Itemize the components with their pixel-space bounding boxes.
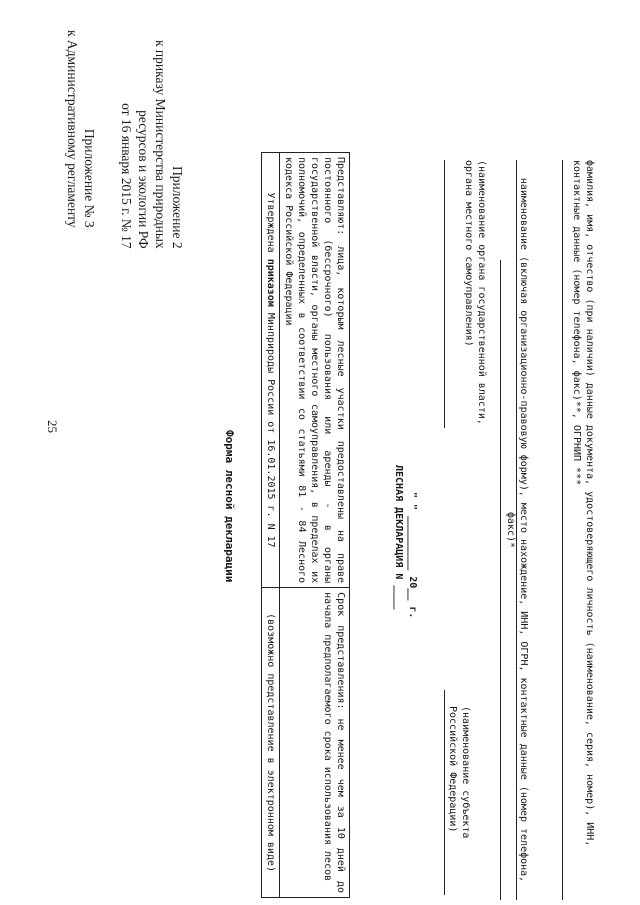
deadline-cell: Срок представления: не менее чем за 10 дней до начала предполагаемого срока использования лесов bbox=[280, 588, 350, 898]
annex-order-line3: ресурсов и экологии РФ bbox=[136, 110, 151, 249]
page-number: 25 bbox=[45, 420, 60, 433]
header-table bbox=[250, 152, 350, 898]
person-caption: фамилия, имя, отчество (при наличии) данные документа, удостоверяющего личность (наименование, серия, номер), ИНН, контактные данные (номер телефона, факс)**, ОГРНИП *** bbox=[571, 160, 595, 847]
recipient-caption: (наименование органа государственной власти, органа местного самоуправления) bbox=[463, 160, 487, 425]
subject-line bbox=[444, 690, 445, 895]
approved-suffix: Минприроды России от 16.01.2015 г. N 17 bbox=[265, 312, 276, 548]
presenters-cell: Представляют: лица, которым лесные участки предоставлены на праве постоянного (бессрочного) пользования или аренды - в органы государственной власти, органы местного самоуправления, в пределах их полномочий, определенных в соответствии со статьями 81 - 84 Лесного кодекса Российской Федерации bbox=[280, 153, 350, 588]
subject-caption: (наименование субъекта Российской Федерации) bbox=[447, 706, 471, 839]
declaration-title: ЛЕСНАЯ ДЕКЛАРАЦИЯ N ____ bbox=[393, 465, 404, 610]
annex-order-line2: к приказу Министерства природных bbox=[153, 40, 168, 249]
form-title: Форма лесной декларации bbox=[223, 430, 236, 583]
annex-order-line1: Приложение 2 bbox=[170, 166, 185, 249]
approved-cell bbox=[262, 153, 280, 588]
annex-order bbox=[118, 40, 186, 249]
annex-reglament bbox=[64, 30, 98, 228]
declaration-date: " " _________ 20__ г. bbox=[407, 492, 418, 619]
recipient-line bbox=[444, 160, 445, 428]
org-caption: наименование (включая организационно-правовую форму), место нахождение, ИНН, ОГРН, контактные данные (номер телефона, факс)* bbox=[505, 177, 529, 883]
approved-prefix: Утверждена bbox=[265, 192, 276, 253]
org-line-upper bbox=[500, 260, 501, 900]
annex-reglament-line2: к Административному регламенту bbox=[65, 30, 80, 228]
annex-reglament-line1: Приложение № 3 bbox=[82, 128, 97, 228]
annex-order-line4: от 16 января 2015 г. № 17 bbox=[119, 103, 134, 249]
approved-order-link: приказом bbox=[265, 258, 276, 307]
person-line bbox=[562, 160, 563, 900]
electronic-cell: (возможно представление в электронном виде) bbox=[262, 588, 280, 898]
